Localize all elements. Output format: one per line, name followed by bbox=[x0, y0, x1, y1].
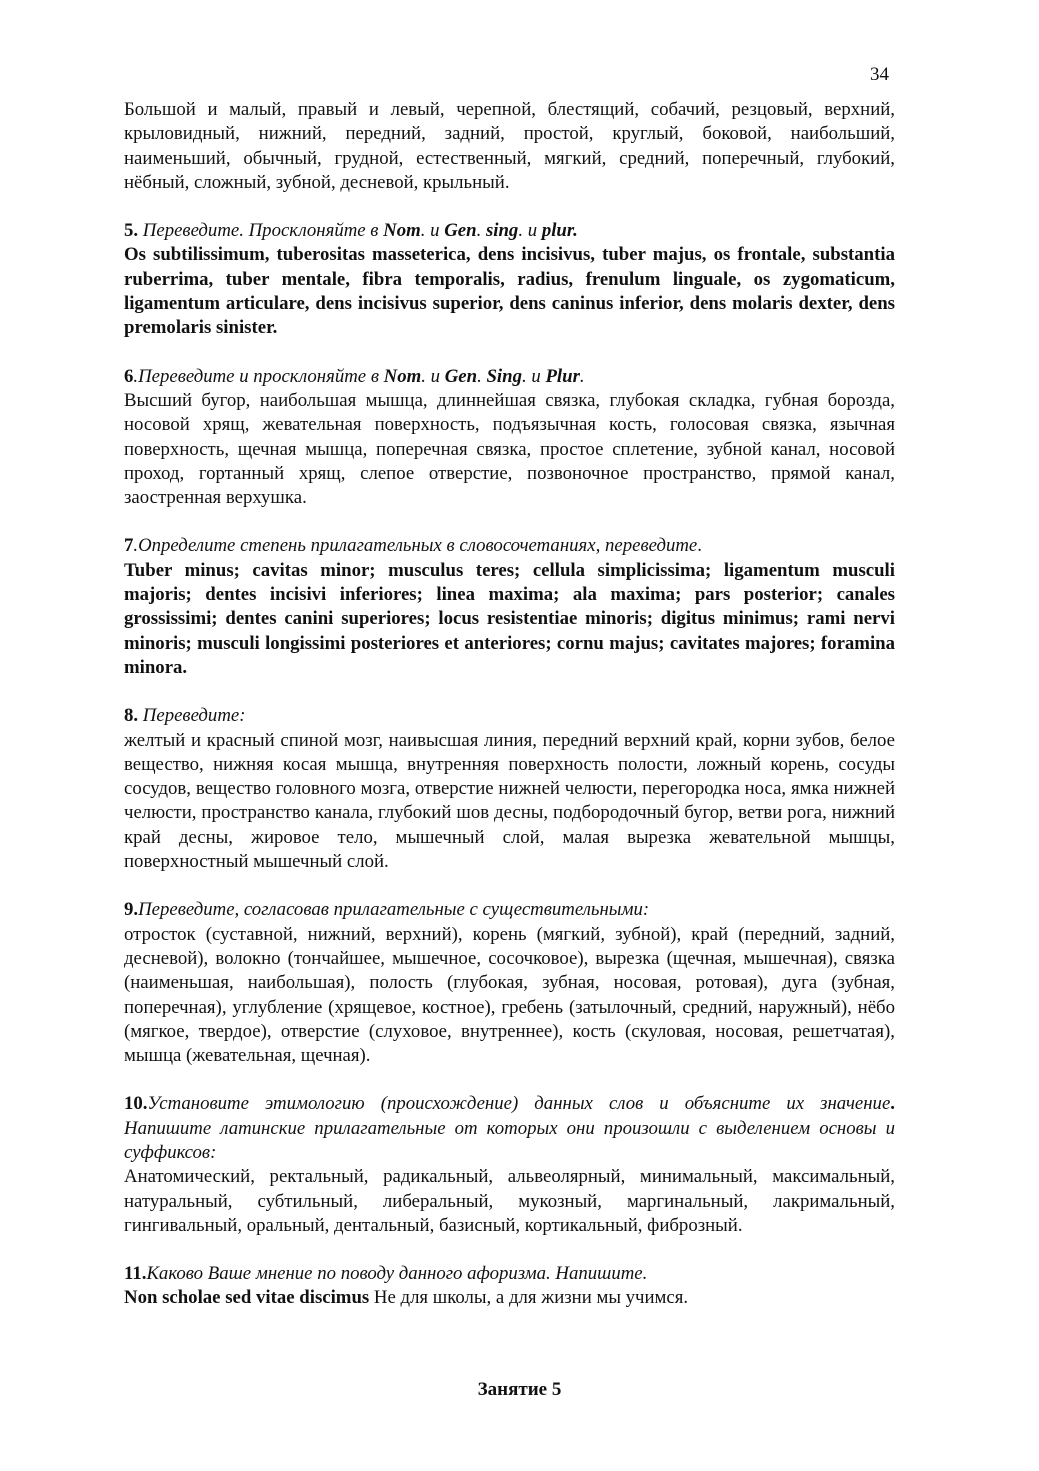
exercise-number: 10. bbox=[124, 1093, 148, 1115]
exercise-11-heading bbox=[124, 1262, 895, 1286]
exercise-number: 7 bbox=[124, 535, 134, 557]
conjunction: . и bbox=[521, 365, 546, 387]
exercise-6 bbox=[124, 365, 895, 511]
exercise-10-word-list: Анатомический, ректальный, радикальный, альвеолярный, минимальный, максимальный, натуральный, субтильный, либеральный, мукозный, маргинальный, лакримальный, гингивальный, оральный, дентальный, базисный, кортикальный, фиброзный. bbox=[124, 1166, 895, 1236]
exercise-9 bbox=[124, 898, 895, 1068]
exercise-7-latin-terms: Tuber minus; cavitas minor; musculus teres; cellula simplicissima; ligamentum musculi majoris; dentes incisivi inferiores; linea maxima; ala maxima; pars posterior; canales grossissimi; dentes canini superiores; locus resistentiae minoris; digitus minimus; rami nervi minoris; musculi longissimi posteriores et anteriores; cornu majus; cavitates majores; foramina minora. bbox=[124, 559, 895, 678]
exercise-instruction: Переведите, согласовав прилагательные с существительными: bbox=[138, 899, 650, 921]
exercise-7 bbox=[124, 534, 895, 680]
exercise-10-heading bbox=[124, 1092, 895, 1165]
number-sing: sing bbox=[485, 220, 519, 242]
exercise-11 bbox=[124, 1262, 895, 1311]
exercise-8-heading bbox=[124, 704, 895, 728]
page-number: 34 bbox=[870, 64, 889, 85]
exercise-number: 6 bbox=[124, 365, 134, 387]
intro-adjective-list: Большой и малый, правый и левый, черепной, блестящий, собачий, резцовый, верхний, крыловидный, нижний, передний, задний, простой, круглый, боковой, наибольший, наименьший, обычный, грудной, естественный, мягкий, средний, поперечный, глубокий, нёбный, сложный, зубной, десневой, крыльный. bbox=[124, 99, 895, 193]
exercise-instruction: Переведите: bbox=[138, 705, 246, 727]
case-nom: Nom bbox=[383, 365, 422, 387]
page-content bbox=[124, 98, 895, 1311]
exercise-8 bbox=[124, 704, 895, 874]
aphorism-latin: Non scholae sed vitae discimus bbox=[124, 1287, 370, 1309]
conjunction: . и bbox=[421, 365, 445, 387]
number-plur: plur. bbox=[541, 220, 578, 242]
case-gen: Gen bbox=[444, 365, 478, 387]
exercise-6-heading bbox=[124, 365, 895, 389]
conjunction: . и bbox=[420, 220, 445, 242]
exercise-5 bbox=[124, 219, 895, 340]
exercise-number: 8. bbox=[124, 705, 139, 727]
exercise-instruction: Установите этимологию (происхождение) данных слов и объясните их значение bbox=[147, 1093, 891, 1115]
exercise-8-russian-terms: желтый и красный спиной мозг, наивысшая линия, передний верхний край, корни зубов, белое вещество, нижняя косая мышца, внутренняя поверхность полости, ложный корень, сосуды сосудов, вещество головного мозга, отверстие нижней челюсти, перегородка носа, ямка нижней челюсти, пространство канала, глубокий шов десны, подбородочный бугор, ветви рога, нижний край десны, жировое тело, мышечный слой, малая вырезка жевательной мышцы, поверхностный мышечный слой. bbox=[124, 729, 895, 873]
exercise-7-heading bbox=[124, 534, 895, 558]
exercise-number: 5. bbox=[124, 220, 139, 242]
exercise-6-russian-terms: Высший бугор, наибольшая мышца, длиннейшая связка, глубокая складка, губная борозда, носовой хрящ, жевательная поверхность, подъязычная кость, голосовая связка, язычная поверхность, щечная мышца, поперечная связка, простое сплетение, зубной канал, носовой проход, гортанный хрящ, слепое отверстие, позвоночное пространство, прямой канал, заостренная верхушка. bbox=[124, 389, 895, 509]
exercise-5-latin-terms: Os subtilissimum, tuberositas masseterica, dens incisivus, tuber majus, os frontale, substantia ruberrima, tuber mentale, fibra temporalis, radius, frenulum linguale, os zygomaticum, ligamentum articulare, dens incisivus superior, dens caninus inferior, dens molaris dexter, dens premolaris sinister. bbox=[124, 244, 895, 339]
exercise-9-russian-terms: отросток (суставной, нижний, верхний), корень (мягкий, зубной), край (передний, задний, десневой), волокно (тончайшее, мышечное, сосочковое), вырезка (щечная, мышечная), связка (наименьшая, наибольшая), полость (глубокая, зубная, носовая, ротовая), дуга (зубная, поперечная), углубление (хрящевое, костное), гребень (затылочный, средний, наружный), нёбо (мягкое, твердое), отверстие (слуховое, внутреннее), кость (скуловая, носовая, решетчатая), мышца (жевательная, щечная). bbox=[124, 923, 895, 1067]
exercise-10 bbox=[124, 1092, 895, 1238]
exercise-5-heading bbox=[124, 219, 895, 243]
exercise-instruction: .Переведите и просклоняйте в bbox=[133, 365, 384, 387]
aphorism bbox=[124, 1286, 895, 1310]
exercise-instruction-continued: Напишите латинские прилагательные от которых они произошли с выделением основы и суффиксов: bbox=[124, 1117, 895, 1163]
separator: . bbox=[579, 365, 585, 387]
separator: . bbox=[697, 535, 702, 557]
exercise-instruction: Переведите. Просклоняйте в bbox=[138, 220, 384, 242]
exercise-number: 9. bbox=[124, 899, 139, 921]
aphorism-translation: Не для школы, а для жизни мы учимся. bbox=[369, 1287, 689, 1309]
lesson-title: Занятие 5 bbox=[477, 1379, 562, 1400]
separator: . bbox=[476, 220, 486, 242]
case-nom: Nom bbox=[383, 220, 421, 242]
conjunction: . и bbox=[518, 220, 542, 242]
exercise-instruction: Каково Ваше мнение по поводу данного афоризма. Напишите. bbox=[146, 1263, 648, 1285]
exercise-9-heading bbox=[124, 898, 895, 922]
separator: . bbox=[477, 365, 487, 387]
case-gen: Gen bbox=[444, 220, 477, 242]
separator: . bbox=[890, 1093, 895, 1115]
exercise-instruction: .Определите степень прилагательных в словосочетаниях, переведите bbox=[133, 535, 698, 557]
number-sing: Sing bbox=[486, 365, 522, 387]
number-plur: Plur bbox=[545, 365, 580, 387]
exercise-number: 11. bbox=[124, 1263, 147, 1285]
